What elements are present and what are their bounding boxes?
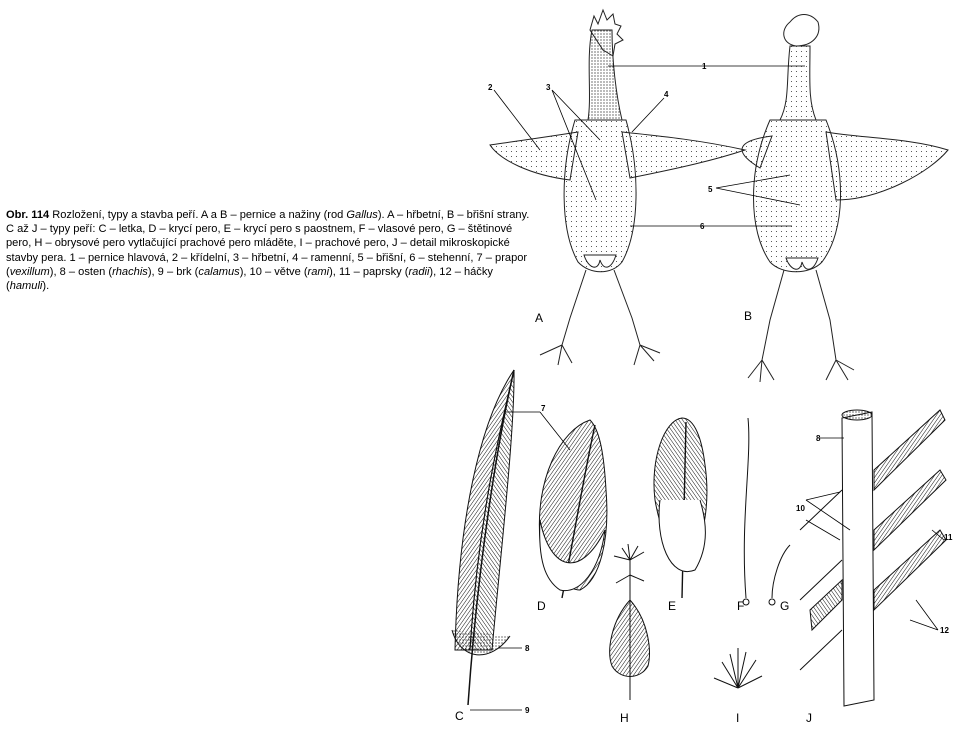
number-11: 11 — [944, 533, 953, 542]
label-B: B — [744, 309, 753, 323]
label-H: H — [620, 711, 629, 725]
feather-D — [539, 420, 607, 598]
caption-segment: ), 8 – osten ( — [49, 265, 113, 278]
caption-segment: calamus — [198, 265, 240, 278]
label-G: G — [780, 599, 790, 613]
number-10: 10 — [796, 504, 805, 513]
caption-segment: ). — [42, 280, 50, 293]
caption-segment: Rozložení, typy a stavba peří. A a B – pernice a nažiny (rod — [49, 209, 347, 221]
feather-I — [714, 648, 762, 688]
caption-segment: ). A – hřbetní, B – břišní strany. C až J – typy peří: C – letka, D – krycí pero, E – krycí pero s paostnem, F – vlasové pero, G – štětinové pero, H – obrysové pero vytlačující prachové pero mláděte, I – prachové pero, J – detail mikroskopické stavby pera. 1 – pernice hlavová, 2 – křídelní, 3 – hřbetní, 4 – ramenní, 5 – břišní, 6 – stehenní, 7 – prapor ( — [6, 209, 530, 278]
label-E: E — [668, 599, 677, 613]
label-F: F — [737, 599, 745, 613]
number-12: 12 — [940, 626, 949, 635]
number-4: 4 — [664, 90, 669, 99]
number-8: 8 — [525, 644, 530, 653]
caption-segment: rhachis — [112, 265, 148, 278]
feather-C — [452, 370, 514, 705]
caption-segment: ), 10 – větve ( — [239, 265, 308, 278]
bird-dorsal-A — [490, 10, 745, 365]
label-D: D — [537, 599, 546, 613]
number-9: 9 — [525, 706, 530, 715]
label-J: J — [806, 711, 812, 725]
label-C: C — [455, 709, 464, 723]
feather-detail-J — [800, 410, 946, 706]
caption-segment: hamuli — [9, 280, 43, 293]
label-I: I — [736, 711, 740, 725]
caption-segment: Gallus — [346, 209, 378, 221]
caption-segment: ), 12 – háčky ( — [6, 265, 493, 293]
feather-F-G — [743, 418, 790, 605]
number-5: 5 — [708, 185, 713, 194]
bird-ventral-B — [742, 15, 948, 383]
number-1: 1 — [702, 62, 707, 71]
feather-E — [654, 418, 707, 598]
caption-segment: ), 9 – brk ( — [147, 265, 199, 278]
caption-segment: radii — [408, 265, 430, 278]
number-6: 6 — [700, 222, 705, 231]
feather-H — [610, 544, 650, 700]
number-7: 7 — [541, 404, 546, 413]
label-A: A — [535, 311, 544, 325]
caption-segment: vexillum — [9, 265, 50, 278]
number-8-detail: 8 — [816, 434, 821, 443]
number-2: 2 — [488, 83, 493, 92]
caption-lead: Obr. 114 — [6, 209, 50, 221]
caption-segment: rami — [307, 265, 330, 278]
number-3: 3 — [546, 83, 551, 92]
caption-segment: ), 11 – paprsky ( — [329, 265, 409, 278]
